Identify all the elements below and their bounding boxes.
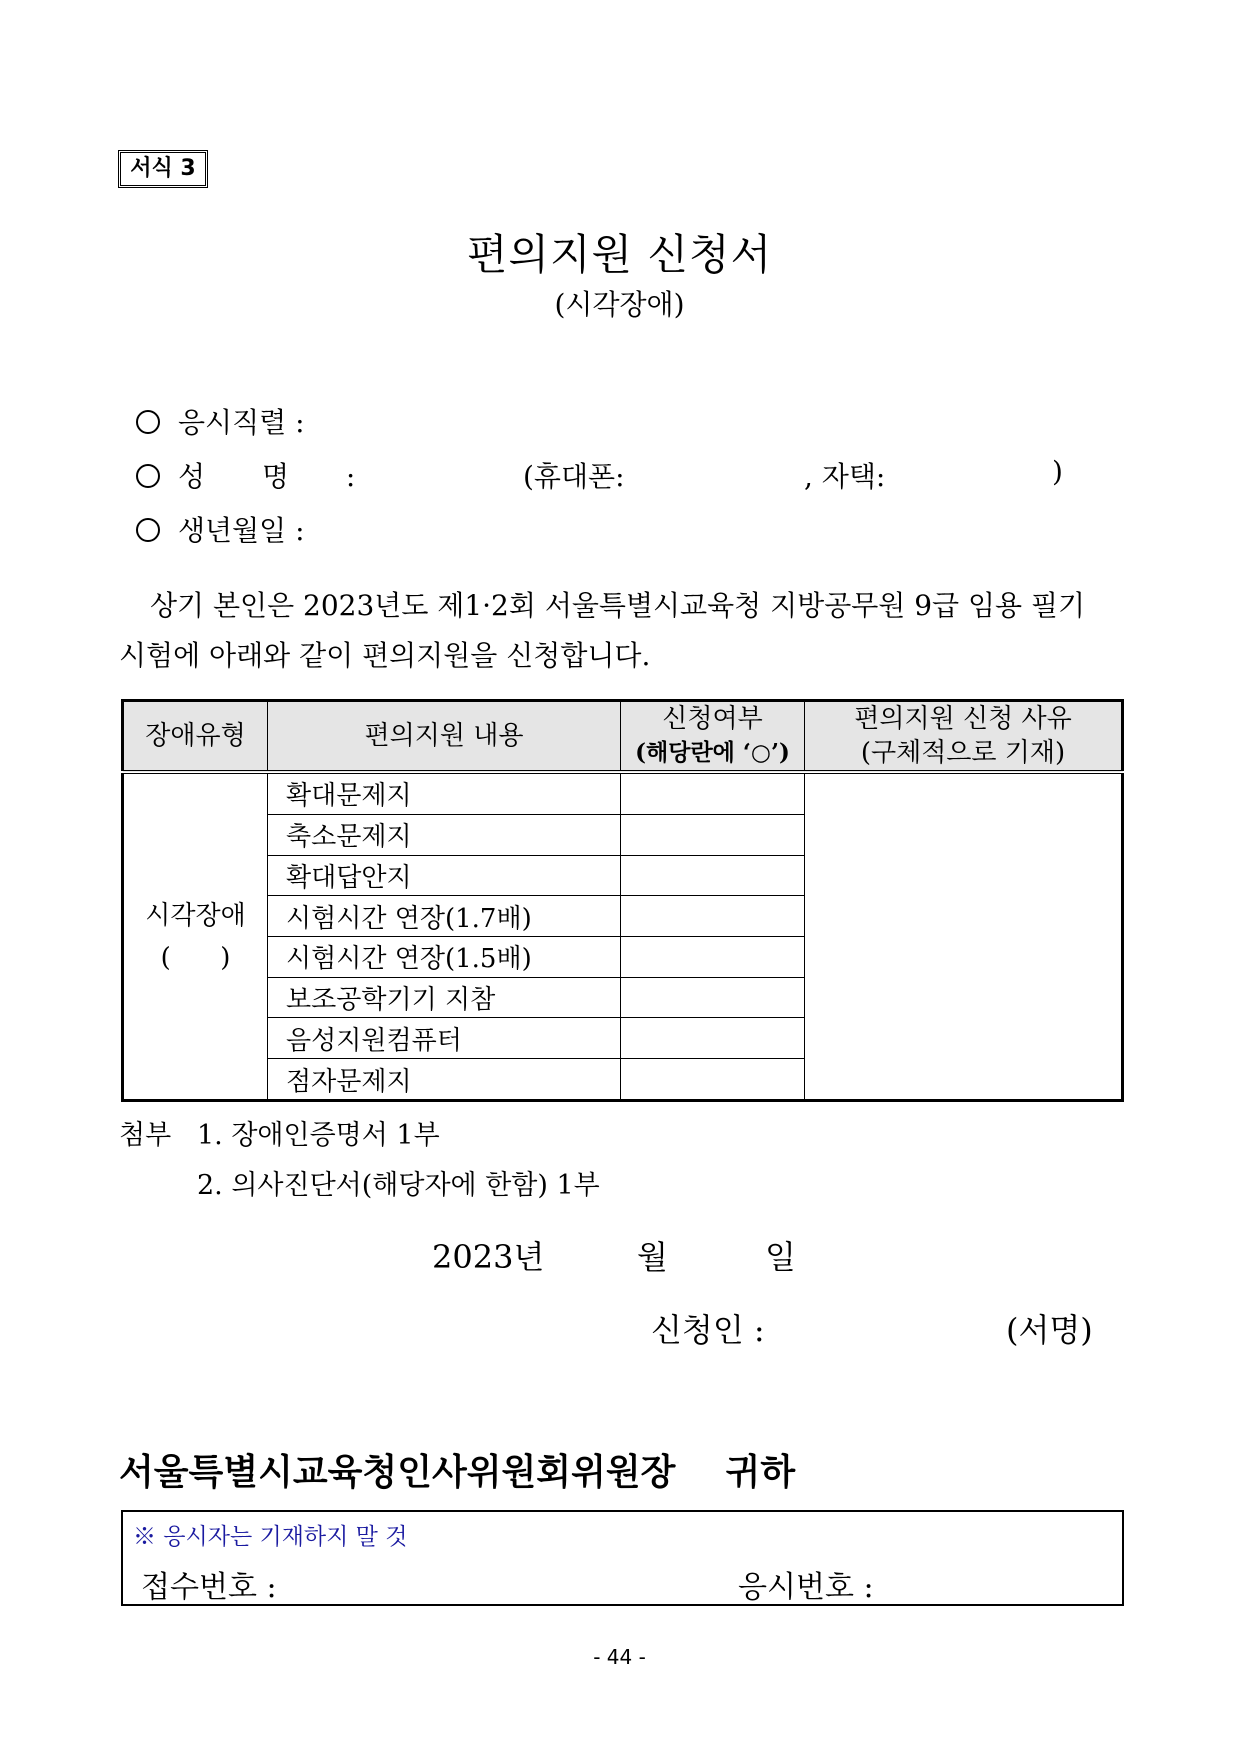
apply-checkbox-cell[interactable] — [621, 772, 805, 814]
support-item: 음성지원컴퓨터 — [268, 1018, 621, 1059]
attachment-item-2: 2. 의사진단서(해당자에 한함) 1부 — [197, 1170, 600, 1201]
page-subtitle: (시각장애) — [554, 288, 685, 321]
statement-line-1: 상기 본인은 2023년도 제1·2회 서울특별시교육청 지방공무원 9급 임용 필기 — [150, 589, 1086, 622]
apply-checkbox-cell[interactable] — [621, 1059, 805, 1101]
bullet-circle-icon — [136, 518, 160, 542]
header-apply-line2: (해당란에 ‘○’) — [635, 739, 790, 766]
addressee: 서울특별시교육청인사위원회위원장 귀하 — [119, 1452, 796, 1493]
header-apply — [621, 701, 805, 773]
staff-only-box — [121, 1510, 1124, 1606]
phone-label: (휴대폰: — [523, 460, 625, 493]
birth-date-field — [136, 509, 305, 549]
table-header-row — [123, 701, 1123, 773]
support-item: 점자문제지 — [268, 1059, 621, 1101]
support-request-table — [121, 699, 1124, 1102]
support-item: 확대문제지 — [268, 772, 621, 814]
home-phone-label: , 자택: — [804, 460, 886, 493]
support-item: 보조공학기기 지참 — [268, 977, 621, 1018]
page-number: - 44 - — [593, 1645, 646, 1669]
date-day: 일 — [765, 1238, 796, 1276]
disability-type-cell — [123, 772, 268, 1101]
statement-line-2: 시험에 아래와 같이 편의지원을 신청합니다. — [119, 639, 651, 672]
apply-checkbox-cell[interactable] — [621, 936, 805, 977]
table-row — [123, 772, 1123, 814]
bullet-circle-icon — [136, 410, 160, 434]
header-reason-line1: 편의지원 신청 사유 — [854, 704, 1072, 734]
apply-checkbox-cell[interactable] — [621, 1018, 805, 1059]
close-paren: ) — [1052, 455, 1063, 488]
bullet-circle-icon — [136, 464, 160, 488]
disability-type-label: 시각장애 — [145, 900, 246, 931]
disability-type-blank: ( ) — [160, 942, 231, 973]
attachment-item-1: 1. 장애인증명서 1부 — [197, 1120, 440, 1151]
apply-checkbox-cell[interactable] — [621, 977, 805, 1018]
name-field — [136, 455, 355, 495]
staff-only-note: ※ 응시자는 기재하지 말 것 — [133, 1524, 408, 1550]
exam-class-field — [136, 401, 305, 441]
apply-checkbox-cell[interactable] — [621, 855, 805, 896]
form-number-tag: 서식 3 — [118, 150, 208, 188]
applicant-label: 신청인 : — [651, 1311, 765, 1349]
header-disability-type: 장애유형 — [123, 701, 268, 773]
date-month: 월 — [637, 1238, 668, 1276]
header-reason-line2: (구체적으로 기재) — [860, 738, 1066, 768]
support-item: 시험시간 연장(1.7배) — [268, 896, 621, 937]
page-title: 편의지원 신청서 — [466, 230, 773, 279]
reason-cell[interactable] — [805, 772, 1123, 1101]
name-label: 성 명 : — [178, 460, 356, 493]
receipt-number-label: 접수번호 : — [141, 1570, 277, 1605]
apply-checkbox-cell[interactable] — [621, 814, 805, 855]
attachments-label: 첨부 — [119, 1120, 172, 1151]
apply-checkbox-cell[interactable] — [621, 896, 805, 937]
exam-class-label: 응시직렬 : — [178, 406, 305, 439]
header-apply-line1: 신청여부 — [662, 704, 763, 734]
birth-date-label: 생년월일 : — [178, 514, 305, 547]
exam-number-label: 응시번호 : — [738, 1570, 874, 1605]
header-support-content: 편의지원 내용 — [268, 701, 621, 773]
support-item: 시험시간 연장(1.5배) — [268, 936, 621, 977]
date-year: 2023년 — [432, 1238, 545, 1276]
support-item: 확대답안지 — [268, 855, 621, 896]
header-reason — [805, 701, 1123, 773]
signature-label: (서명) — [1006, 1311, 1093, 1349]
support-item: 축소문제지 — [268, 814, 621, 855]
